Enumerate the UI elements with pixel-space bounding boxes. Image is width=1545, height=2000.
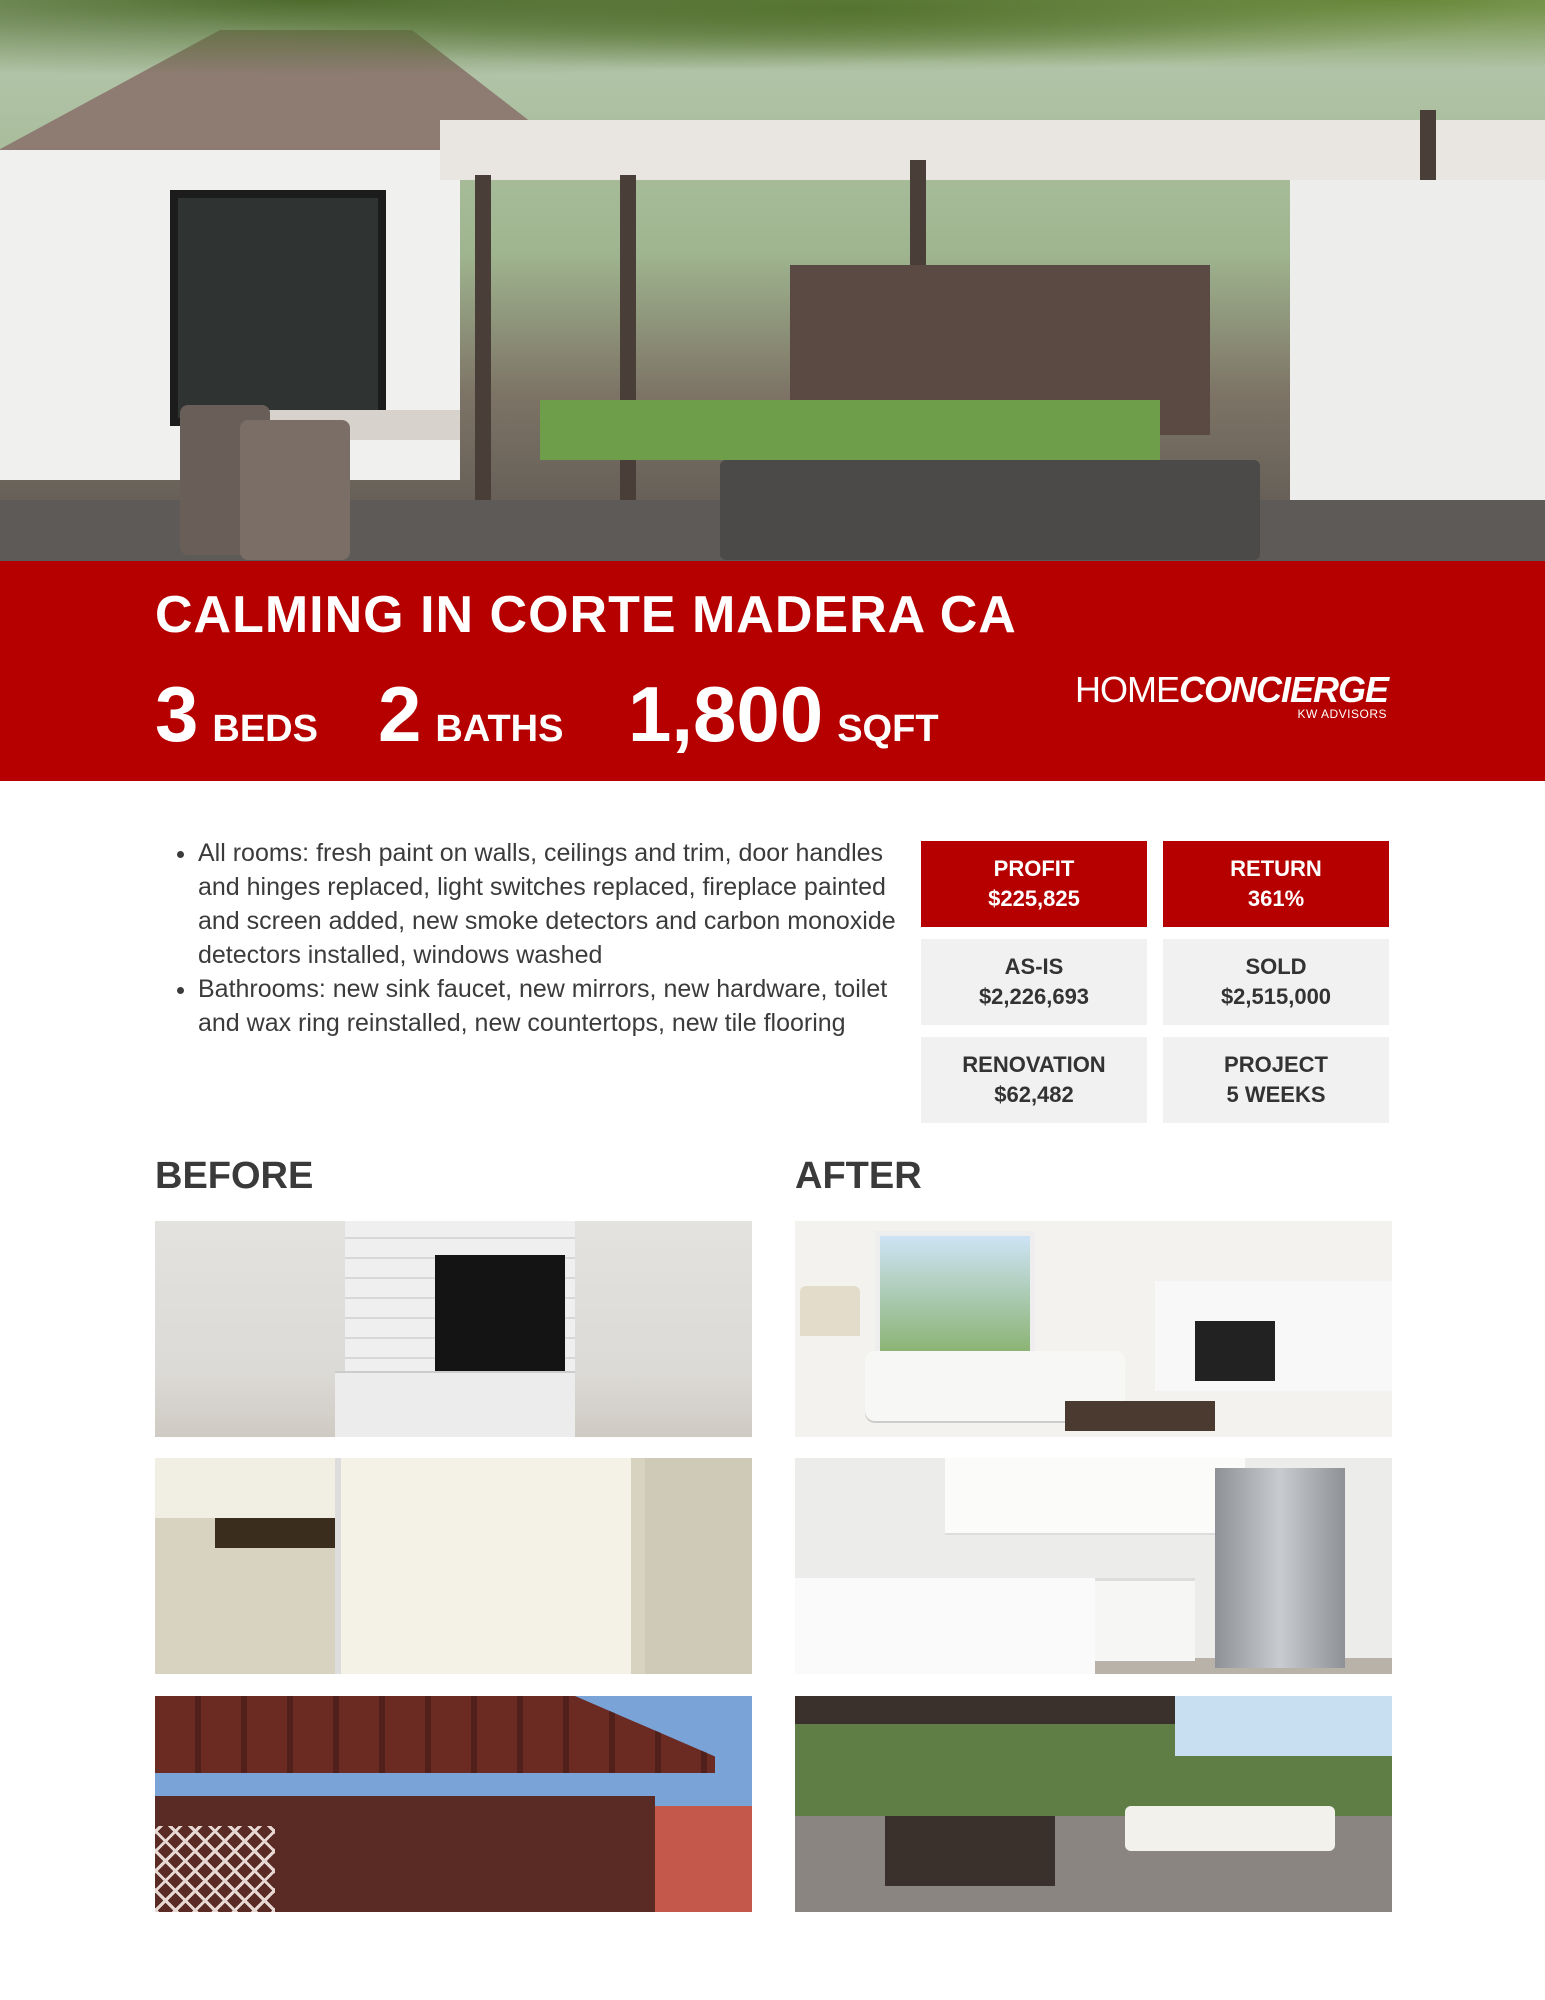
logo-concierge: CONCIERGE [1179, 669, 1389, 710]
list-item: • All rooms: fresh paint on walls, ceilings and trim, door handles and hinges replaced, light switches replaced, fireplace painted and screen added, new smoke detectors and carbon monoxide detectors installed, windows washed [198, 836, 928, 972]
return-value: 361% [1247, 886, 1305, 911]
return-label: RETURN [1230, 856, 1322, 881]
list-item: • Bathrooms: new sink faucet, new mirrors, new hardware, toilet and wax ring reinstalled, new countertops, new tile flooring [198, 972, 928, 1040]
project-value: 5 WEEKS [1226, 1082, 1326, 1107]
listing-title: CALMING IN CORTE MADERA CA [155, 586, 1017, 644]
profit-label: PROFIT [993, 856, 1075, 881]
logo-subtitle: KW ADVISORS [1297, 707, 1387, 721]
asis-value: $2,226,693 [978, 984, 1090, 1009]
renovation-value: $62,482 [994, 1082, 1074, 1107]
project-box [1163, 1037, 1389, 1123]
sold-box [1163, 939, 1389, 1025]
baths-value: 2 [378, 670, 422, 758]
project-label: PROJECT [1224, 1052, 1328, 1077]
baths-stat [378, 669, 563, 760]
home-concierge-logo [1075, 669, 1387, 721]
after-photo-patio [795, 1696, 1392, 1912]
asis-label: AS-IS [1004, 954, 1064, 979]
asis-box [921, 939, 1147, 1025]
beds-stat [155, 669, 318, 760]
profit-box [921, 841, 1147, 927]
baths-label: BATHS [435, 708, 564, 750]
after-photo-living-room [795, 1221, 1392, 1437]
before-photo-patio [155, 1696, 752, 1912]
beds-value: 3 [155, 670, 199, 758]
sqft-value: 1,800 [628, 670, 824, 758]
renovation-label: RENOVATION [962, 1052, 1106, 1077]
before-photo-fireplace [155, 1221, 752, 1437]
before-heading: BEFORE [155, 1155, 314, 1197]
sqft-stat [628, 669, 939, 760]
before-photo-kitchen [155, 1458, 752, 1674]
renovation-box [921, 1037, 1147, 1123]
sold-value: $2,515,000 [1220, 984, 1332, 1009]
beds-label: BEDS [212, 708, 318, 750]
after-heading: AFTER [795, 1155, 922, 1197]
renovation-list [168, 836, 928, 1040]
header-banner [0, 561, 1545, 781]
return-box [1163, 841, 1389, 927]
logo-home: HOME [1075, 669, 1179, 710]
hero-photo [0, 0, 1545, 561]
profit-value: $225,825 [988, 886, 1080, 911]
after-photo-kitchen [795, 1458, 1392, 1674]
sold-label: SOLD [1245, 954, 1307, 979]
sqft-label: SQFT [837, 708, 939, 750]
